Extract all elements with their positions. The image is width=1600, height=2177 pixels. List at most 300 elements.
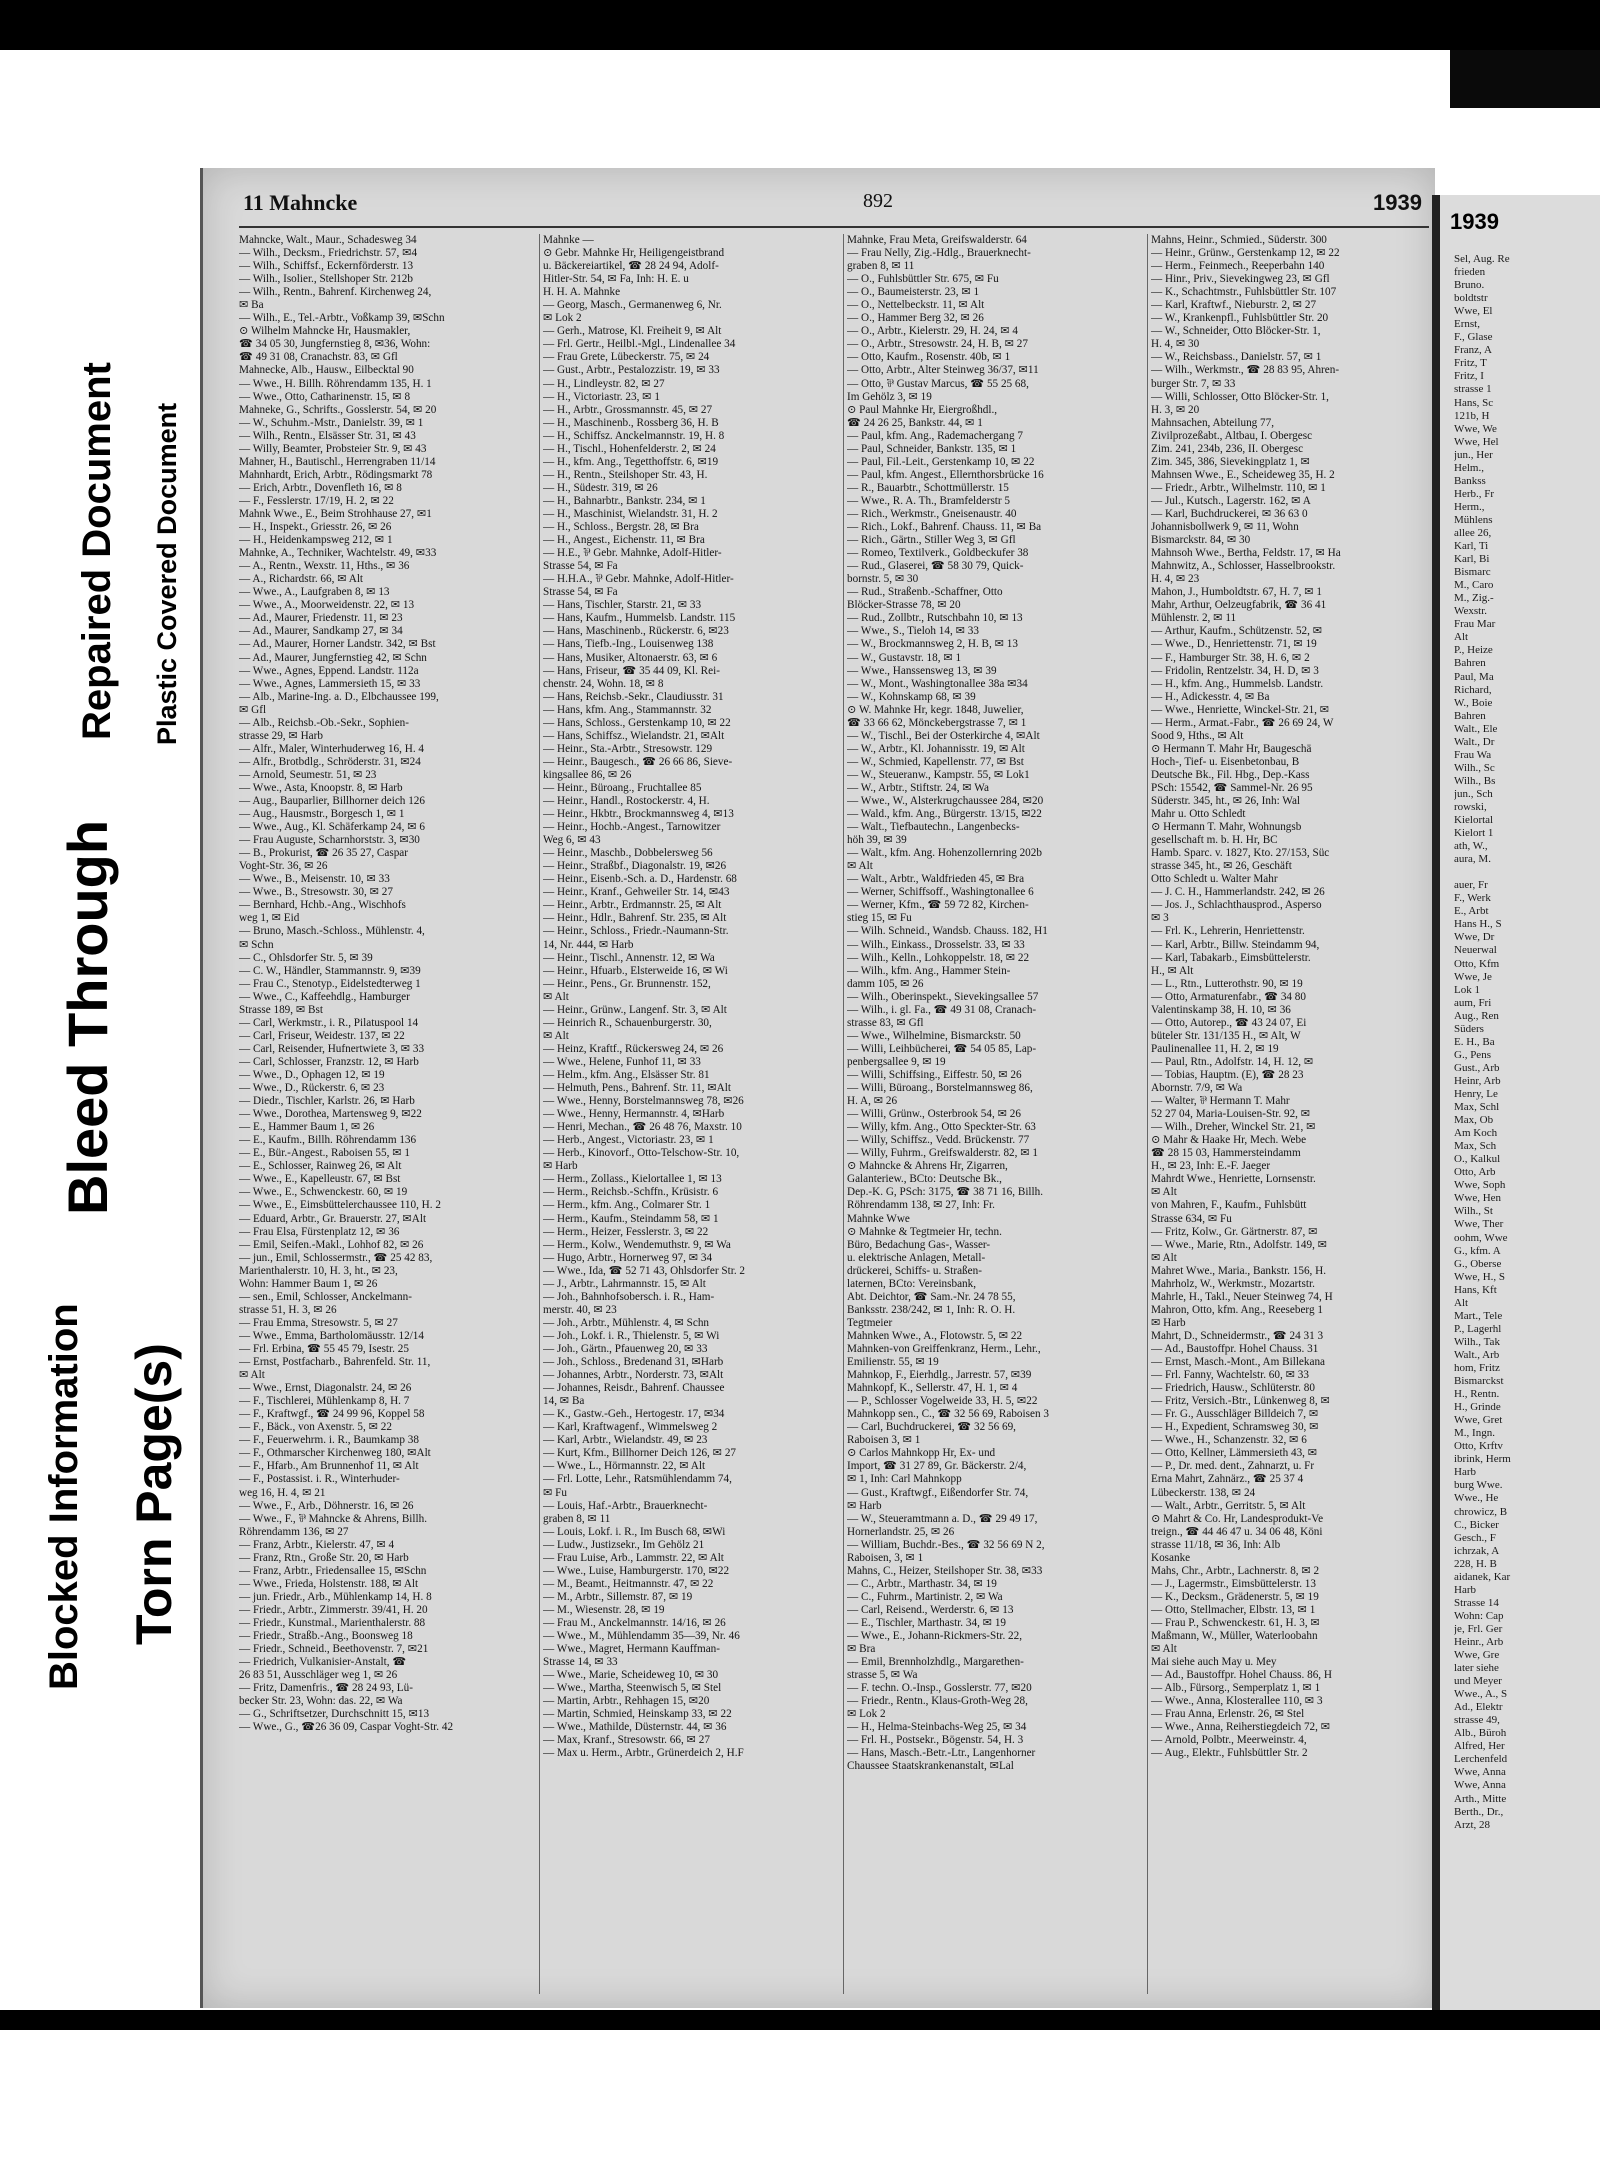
adjacent-entry: Heinr., Arb xyxy=(1454,1635,1504,1648)
directory-entry: — Carl, Friseur, Weidestr. 137, ✉ 22 xyxy=(239,1029,405,1042)
adjacent-entry: Frau Mar xyxy=(1454,618,1496,631)
directory-entry: — W., Arbtr., Stiftstr. 24, ✉ Wa xyxy=(847,781,989,794)
directory-entry: — Karl, Tabakarb., Eimsbüttelerstr. xyxy=(1151,951,1311,964)
directory-entry: — W., Krankenpfl., Fuhlsbüttler Str. 20 xyxy=(1151,312,1329,325)
directory-entry: ☎ 34 05 30, Jungfernstieg 8, ✉36, Wohn: xyxy=(239,338,431,351)
directory-entry: — Franz, Arbtr., Kielerstr. 47, ✉ 4 xyxy=(239,1538,395,1551)
adjacent-entry: Süders xyxy=(1454,1022,1484,1035)
directory-entry: u. Bäckereiartikel, ☎ 28 24 94, Adolf- xyxy=(543,260,719,273)
adjacent-entry: Helm., xyxy=(1454,461,1484,474)
page-number: 892 xyxy=(863,190,893,212)
adjacent-entry: O., Kalkul xyxy=(1454,1153,1501,1166)
adjacent-entry: 228, H. B xyxy=(1454,1557,1497,1570)
directory-entry: strasse 51, H. 3, ✉ 26 xyxy=(239,1303,337,1316)
directory-entry: Mai siehe auch May u. Mey xyxy=(1151,1656,1277,1669)
directory-entry: — Ernst, Postfacharb., Bahrenfeld. Str. 11, xyxy=(239,1356,431,1369)
directory-entry: Röhrendamm 136, ✉ 27 xyxy=(239,1525,349,1538)
directory-entry: Mahrdt Wwe., Henriette, Lornsenstr. xyxy=(1151,1173,1316,1186)
directory-entry: — William, Buchdr.-Bes., ☎ 32 56 69 N 2, xyxy=(847,1538,1045,1551)
directory-entry: — Willy, Schiffsz., Vedd. Brückenstr. 77 xyxy=(847,1134,1030,1147)
adjacent-page xyxy=(1432,195,1600,2010)
directory-entry: Mahnke Wwe xyxy=(847,1212,910,1225)
directory-entry: — W., Kohnskamp 68, ✉ 39 xyxy=(847,690,976,703)
directory-entry: — W., Tischl., Bei der Osterkirche 4, ✉Alt xyxy=(847,729,1040,742)
adjacent-entry: 121b, H xyxy=(1454,409,1490,422)
directory-entry: Weg 6, ✉ 43 xyxy=(543,834,601,847)
adjacent-entry: Wwe., He xyxy=(1454,1492,1499,1505)
directory-entry: Mahnsoh Wwe., Bertha, Feldstr. 17, ✉ Ha xyxy=(1151,547,1341,560)
directory-entry: — O., Arbtr., Stresowstr. 24, H. B, ✉ 27 xyxy=(847,338,1028,351)
directory-entry: — Heinr., Eisenb.-Sch. a. D., Hardenstr. 68 xyxy=(543,873,737,886)
directory-entry: — Otto, Kellner, Lämmersieth 43, ✉ xyxy=(1151,1447,1318,1460)
directory-entry: Strasse 634, ✉ Fu xyxy=(1151,1212,1232,1225)
directory-entry: — Hans, Musiker, Altonaerstr. 63, ✉ 6 xyxy=(543,651,718,664)
adjacent-entry: Gesch., F xyxy=(1454,1531,1496,1544)
directory-entry: ✉ Alt xyxy=(847,860,873,873)
directory-entry: — sen., Emil, Schlosser, Anckelmann- xyxy=(239,1290,412,1303)
directory-entry: Maßmann, W., Müller, Waterloobahn xyxy=(1151,1630,1318,1643)
directory-entry: — Ludw., Justizsekr., Im Gehölz 21 xyxy=(543,1538,705,1551)
adjacent-entry: aidanek, Kar xyxy=(1454,1570,1511,1583)
column-1 xyxy=(239,234,535,1994)
adjacent-entry: Alt xyxy=(1454,631,1469,644)
directory-entry: — Wwe., Magret, Hermann Kauffman- xyxy=(543,1643,720,1656)
directory-entry: ✉ Alt xyxy=(1151,1186,1177,1199)
directory-entry: — Willy, Beamter, Probsteier Str. 9, ✉ 43 xyxy=(239,442,427,455)
directory-entry: u. elektrische Anlagen, Metall- xyxy=(847,1251,986,1264)
directory-entry: — Frl. Lotte, Lehr., Ratsmühlendamm 74, xyxy=(543,1473,732,1486)
directory-entry: — Wilh., Schiffsf., Eckernförderstr. 13 xyxy=(239,260,414,273)
scanner-border-top xyxy=(0,0,1600,50)
adjacent-entry: H., Rentn. xyxy=(1454,1388,1500,1401)
adjacent-entry: Arth., Mitte xyxy=(1454,1792,1507,1805)
directory-entry: — Wilh., E., Tel.-Arbtr., Voßkamp 39, ✉Schn xyxy=(239,312,445,325)
directory-entry: Tegtmeier xyxy=(847,1316,893,1329)
directory-entry: — Walter, ⅌ Hermann T. Mahr xyxy=(1151,1095,1290,1108)
directory-entry: höh 39, ✉ 39 xyxy=(847,834,907,847)
directory-entry: — Herm., Kaufm., Steindamm 58, ✉ 1 xyxy=(543,1212,719,1225)
adjacent-entry: C., Bicker xyxy=(1454,1518,1499,1531)
directory-entry: — Otto, ⅌ Gustav Marcus, ☎ 55 25 68, xyxy=(847,377,1029,390)
directory-entry: damm 105, ✉ 26 xyxy=(847,977,924,990)
directory-entry: — Alfr., Brotbdlg., Schröderstr. 31, ✉24 xyxy=(239,755,421,768)
directory-entry: — Werner, Kfm., ☎ 59 72 82, Kirchen- xyxy=(847,899,1029,912)
directory-entry: — Wilh., Kelln., Lohkoppelstr. 18, ✉ 22 xyxy=(847,951,1030,964)
directory-entry: laternen, BCto: Vereinsbank, xyxy=(847,1277,977,1290)
directory-entry: Deutsche Bk., Fil. Hbg., Dep.-Kass xyxy=(1151,768,1310,781)
directory-entry: Mahs, Chr., Arbtr., Lachnerstr. 8, ✉ 2 xyxy=(1151,1564,1320,1577)
directory-entry: weg 1, ✉ Eid xyxy=(239,912,300,925)
adjacent-entry: Mühlens xyxy=(1454,513,1493,526)
directory-entry: Johannisbollwerk 9, ✉ 11, Wohn xyxy=(1151,521,1299,534)
directory-entry: — H., Heidenkampsweg 212, ✉ 1 xyxy=(239,534,393,547)
adjacent-entry: aum, Fri xyxy=(1454,996,1492,1009)
directory-entry: — Frau Anna, Erlenstr. 26, ✉ Stel xyxy=(1151,1708,1305,1721)
directory-entry: — Joh., Arbtr., Mühlenstr. 4, ✉ Schn xyxy=(543,1316,710,1329)
adjacent-entry: Wwe, Ther xyxy=(1454,1218,1504,1231)
directory-entry: — H., Bahnarbtr., Bankstr. 234, ✉ 1 xyxy=(543,494,706,507)
directory-entry: — Paul, Fil.-Leit., Gerstenkamp 10, ✉ 22 xyxy=(847,455,1035,468)
directory-entry: — Gust., Arbtr., Pestalozzistr. 19, ✉ 33 xyxy=(543,364,720,377)
directory-entry: — W., Schmied, Kapellenstr. 77, ✉ Bst xyxy=(847,755,1024,768)
directory-entry: — Friedr., Straßb.-Ang., Boonsweg 18 xyxy=(239,1630,413,1643)
directory-entry: — Emil, Seifen.-Makl., Lohhof 82, ✉ 26 xyxy=(239,1238,424,1251)
directory-entry: — Bruno, Masch.-Schloss., Mühlenstr. 4, xyxy=(239,925,425,938)
adjacent-entry: Bankss xyxy=(1454,474,1486,487)
directory-entry: — Georg, Masch., Germanenweg 6, Nr. xyxy=(543,299,722,312)
adjacent-entry: Max, Sch xyxy=(1454,1140,1497,1153)
adjacent-entry: Lerchenfeld xyxy=(1454,1753,1508,1766)
directory-entry: — Fritz, Kolw., Gr. Gärtnerstr. 87, ✉ xyxy=(1151,1225,1318,1238)
directory-entry: Mahns, C., Heizer, Steilshoper Str. 38, ✉33 xyxy=(847,1564,1043,1577)
directory-entry: Strasse 54, ✉ Fa xyxy=(543,560,618,573)
directory-entry: — K., Schachtmstr., Fuhlsbüttler Str. 107 xyxy=(1151,286,1337,299)
adjacent-entry: allee 26, xyxy=(1454,526,1492,539)
directory-entry: drückerei, Schiffs- u. Straßen- xyxy=(847,1264,982,1277)
directory-entry: ✉ Harb xyxy=(847,1499,882,1512)
adjacent-entry: Berth., Dr., xyxy=(1454,1805,1504,1818)
directory-entry: — Alfr., Maler, Winterhuderweg 16, H. 4 xyxy=(239,742,425,755)
directory-entry: — H., Victoriastr. 23, ✉ 1 xyxy=(543,390,660,403)
directory-entry: ✉ 3 xyxy=(1151,912,1169,925)
directory-entry: — Frl. Fanny, Wachtelstr. 60, ✉ 33 xyxy=(1151,1369,1309,1382)
adjacent-entry: Strasse 14 xyxy=(1454,1596,1499,1609)
directory-entry: — Rud., Zollbtr., Rutschbahn 10, ✉ 13 xyxy=(847,612,1023,625)
directory-entry: — Paul, Rtn., Adolfstr. 14, H. 12, ✉ xyxy=(1151,1055,1314,1068)
directory-entry: — Otto, Kaufm., Rosenstr. 40b, ✉ 1 xyxy=(847,351,1011,364)
adjacent-entry: Bahren xyxy=(1454,657,1486,670)
directory-entry: — Frau Grete, Lübeckerstr. 75, ✉ 24 xyxy=(543,351,710,364)
directory-entry: — W., Steueranw., Kampstr. 55, ✉ Lok1 xyxy=(847,768,1030,781)
directory-entry: ✉ Lok 2 xyxy=(543,312,582,325)
directory-entry: — Wald., kfm. Ang., Bürgerstr. 13/15, ✉22 xyxy=(847,808,1042,821)
directory-entry: gesellschaft m. b. H. Hr, BC xyxy=(1151,834,1278,847)
directory-entry: — E., Hammer Baum 1, ✉ 26 xyxy=(239,1121,375,1134)
adjacent-entry: M., Zig.- xyxy=(1454,592,1494,605)
plastic-covered-label: Plastic Covered Document xyxy=(152,402,182,745)
directory-entry: — J., Lagermstr., Eimsbüttelerstr. 13 xyxy=(1151,1577,1316,1590)
adjacent-entry: M., Caro xyxy=(1454,579,1494,592)
directory-entry: — Eduard, Arbtr., Gr. Brauerstr. 27, ✉Alt xyxy=(239,1212,427,1225)
directory-entry: — Wwe., A., Laufgraben 8, ✉ 13 xyxy=(239,586,390,599)
directory-entry: ⊙ Mahncke & Ahrens Hr, Zigarren, xyxy=(847,1160,1008,1173)
directory-entry: Mahnsachen, Abteilung 77, xyxy=(1151,416,1275,429)
directory-entry: — Willi, Grünw., Osterbrook 54, ✉ 26 xyxy=(847,1108,1021,1121)
directory-entry: — Wwe., Helene, Funhof 11, ✉ 33 xyxy=(543,1055,701,1068)
adjacent-entry: Max, Schl xyxy=(1454,1101,1500,1114)
directory-entry: 52 27 04, Maria-Louisen-Str. 92, ✉ xyxy=(1151,1108,1311,1121)
directory-entry: Abornstr. 7/9, ✉ Wa xyxy=(1151,1082,1243,1095)
directory-entry: — Paul, kfm. Angest., Ellernthorsbrücke 16 xyxy=(847,468,1044,481)
directory-entry: — F., Bäck., von Axenstr. 5, ✉ 22 xyxy=(239,1421,392,1434)
directory-entry: becker Str. 23, Wohn: das. 22, ✉ Wa xyxy=(239,1695,403,1708)
directory-entry: — H., Rentn., Steilshoper Str. 43, H. xyxy=(543,468,708,481)
directory-entry: — Frau Nelly, Zig.-Hdlg., Brauerknecht- xyxy=(847,247,1031,260)
directory-entry: — Helmuth, Pens., Bahrenf. Str. 11, ✉Alt xyxy=(543,1082,731,1095)
directory-entry: 14, Nr. 444, ✉ Harb xyxy=(543,938,634,951)
directory-entry: Süderstr. 345, ht., ✉ 26, Inh: Wal xyxy=(1151,795,1301,808)
adjacent-entry: Wwe, Hen xyxy=(1454,1192,1502,1205)
directory-entry: Mahnk Wwe., E., Beim Strohhause 27, ✉1 xyxy=(239,507,432,520)
directory-entry: Mahnken-von Greiffenkranz, Herm., Lehr., xyxy=(847,1342,1041,1355)
directory-entry: — Frau P., Schwenckestr. 61, H. 3, ✉ xyxy=(1151,1616,1320,1629)
directory-entry: — W., Brockmannsweg 2, H. B, ✉ 13 xyxy=(847,638,1018,651)
directory-entry: — H., Schloss., Bergstr. 28, ✉ Bra xyxy=(543,521,699,534)
directory-entry: — Willi, Leihbücherei, ☎ 54 05 85, Lap- xyxy=(847,1042,1037,1055)
directory-entry: Mühlenstr. 2, ✉ 11 xyxy=(1151,612,1237,625)
adjacent-entry: Wwe, Hel xyxy=(1454,435,1499,448)
directory-entry: ✉ Harb xyxy=(1151,1316,1186,1329)
adjacent-entry: Wwe, Anna xyxy=(1454,1766,1506,1779)
directory-entry: — Frau C., Stenotyp., Eidelstedterweg 1 xyxy=(239,977,421,990)
directory-entry: — Wwe., B., Meisenstr. 10, ✉ 33 xyxy=(239,873,390,886)
adjacent-entry: Herb., Fr xyxy=(1454,487,1495,500)
adjacent-entry: Otto, Kfm xyxy=(1454,957,1500,970)
adjacent-entry: hom, Fritz xyxy=(1454,1361,1500,1374)
directory-entry: — Wwe., M., Mühlendamm 35—39, Nr. 46 xyxy=(543,1630,740,1643)
directory-entry: — Friedrich, Vulkanisier-Anstalt, ☎ xyxy=(239,1656,407,1669)
directory-entry: — Emil, Brennholzhdlg., Margarethen- xyxy=(847,1656,1024,1669)
directory-entry: — Ad., Baustoffpr. Hohel Chauss. 31 xyxy=(1151,1342,1319,1355)
adjacent-entry: Fritz, T xyxy=(1454,357,1487,370)
directory-entry: — Franz, Rtn., Große Str. 20, ✉ Harb xyxy=(239,1551,409,1564)
directory-entry: — Rud., Glaserei, ☎ 58 30 79, Quick- xyxy=(847,560,1024,573)
adjacent-entry: Bismarc xyxy=(1454,566,1491,579)
directory-entry: strasse 345, ht., ✉ 26, Geschäft xyxy=(1151,860,1292,873)
directory-entry: Raboisen 3, ✉ 1 xyxy=(847,1434,921,1447)
directory-entry: Mahnke, Frau Meta, Greifswalderstr. 64 xyxy=(847,234,1027,246)
directory-entry: — Frau M., Anckelmannstr. 14/16, ✉ 26 xyxy=(543,1616,726,1629)
adjacent-entry: Frau Wa xyxy=(1454,748,1492,761)
directory-entry: Voght-Str. 36, ✉ 26 xyxy=(239,860,328,873)
directory-entry: Wohn: Hammer Baum 1, ✉ 26 xyxy=(239,1277,378,1290)
adjacent-entry: Mart., Tele xyxy=(1454,1309,1503,1322)
directory-entry: — Hans, Tiefb.-Ing., Louisenweg 138 xyxy=(543,638,714,651)
directory-entry: Mahneke, G., Schrifts., Gosslerstr. 54, ✉ 20 xyxy=(239,403,437,416)
directory-entry: PSch: 15542, ☎ Sammel-Nr. 26 95 xyxy=(1151,781,1313,794)
directory-entry: — Wwe., B., Stresowstr. 30, ✉ 27 xyxy=(239,886,393,899)
directory-entry: Galanteriew., BCto: Deutsche Bk., xyxy=(847,1173,1002,1186)
adjacent-entry: Hans, Kft xyxy=(1454,1283,1497,1296)
adjacent-entry: G., Oberse xyxy=(1454,1257,1502,1270)
directory-entry: — Wilh., Einkass., Drosselstr. 33, ✉ 33 xyxy=(847,938,1025,951)
directory-entry: — Hans, Maschinenb., Rückerstr. 6, ✉23 xyxy=(543,625,729,638)
directory-entry: ✉ Alt xyxy=(1151,1643,1177,1656)
directory-entry: — Joh., Gärtn., Pfauenweg 20, ✉ 33 xyxy=(543,1342,708,1355)
directory-entry: — Willi, Büroang., Borstelmannsweg 86, xyxy=(847,1082,1033,1095)
directory-entry: — H., Angest., Eichenstr. 11, ✉ Bra xyxy=(543,534,705,547)
column-2 xyxy=(543,234,839,1994)
directory-entry: strasse 83, ✉ Gfl xyxy=(847,1016,924,1029)
directory-entry: — Frau Auguste, Scharnhorststr. 3, ✉30 xyxy=(239,834,420,847)
directory-entry: — Aug., Hausmstr., Borgesch 1, ✉ 1 xyxy=(239,808,405,821)
directory-entry: — Wwe., Luise, Hamburgerstr. 170, ✉22 xyxy=(543,1564,730,1577)
directory-entry: — Otto, Stellmacher, Elbstr. 13, ✉ 1 xyxy=(1151,1603,1316,1616)
adjacent-entry: Franz, A xyxy=(1454,344,1492,357)
adjacent-entry: Ad., Elektr xyxy=(1454,1701,1503,1714)
directory-entry: — Heinr., Maschb., Dobbelersweg 56 xyxy=(543,847,713,860)
adjacent-entry: Harb xyxy=(1454,1466,1476,1479)
directory-entry: — W., Steueramtmann a. D., ☎ 29 49 17, xyxy=(847,1512,1038,1525)
directory-entry: Bismarckstr. 84, ✉ 30 xyxy=(1151,534,1251,547)
directory-entry: — Martin, Schmied, Heinskamp 33, ✉ 22 xyxy=(543,1708,732,1721)
directory-entry: — Walt., kfm. Ang. Hohenzollernring 202b xyxy=(847,847,1042,860)
directory-entry: — Wwe., Hanssensweg 13, ✉ 39 xyxy=(847,664,997,677)
directory-entry: — L., Rtn., Lutterothstr. 90, ✉ 19 xyxy=(1151,977,1303,990)
adjacent-entry: Alt xyxy=(1454,1296,1469,1309)
directory-entry: — W., Gustavstr. 18, ✉ 1 xyxy=(847,651,962,664)
directory-entry: — Wwe., D., Ophagen 12, ✉ 19 xyxy=(239,1069,385,1081)
adjacent-entry: Henry, Le xyxy=(1454,1088,1498,1100)
column-divider xyxy=(1147,234,1148,1994)
page-header-name: 11 Mahncke xyxy=(243,190,358,215)
directory-entry: — Paul, Schneider, Bankstr. 135, ✉ 1 xyxy=(847,442,1017,455)
directory-entry: Blöcker-Strasse 78, ✉ 20 xyxy=(847,599,961,612)
directory-entry: — Joh., Lokf. i. R., Thielenstr. 5, ✉ Wi xyxy=(543,1329,720,1342)
directory-entry: — Wwe., Mathilde, Düsternstr. 44, ✉ 36 xyxy=(543,1721,727,1734)
adjacent-entry: F., Glase xyxy=(1454,331,1493,344)
directory-entry: — Joh., Bahnhofsobersch. i. R., Ham- xyxy=(543,1290,715,1303)
bleed-through-label: Bleed Through xyxy=(56,819,119,1215)
directory-entry: — Alb., Reichsb.-Ob.-Sekr., Sophien- xyxy=(239,716,409,729)
directory-entry: — Paul, kfm. Ang., Rademachergang 7 xyxy=(847,429,1023,442)
directory-entry: — Wwe., Ida, ☎ 52 71 43, Ohlsdorfer Str. 2 xyxy=(543,1264,746,1277)
directory-entry: — Frl. K., Lehrerin, Henriettenstr. xyxy=(1151,925,1305,938)
directory-entry: — Arthur, Kaufm., Schützenstr. 52, ✉ xyxy=(1151,625,1323,638)
directory-entry: Mahncke, Walt., Maur., Schadesweg 34 xyxy=(239,234,417,246)
directory-entry: — M., Arbtr., Sillemstr. 87, ✉ 19 xyxy=(543,1590,693,1603)
directory-entry: Hornerlandstr. 25, ✉ 26 xyxy=(847,1525,955,1538)
directory-entry: — Heinr., Grünw., Gerstenkamp 12, ✉ 22 xyxy=(1151,247,1340,260)
directory-entry: — Wwe., Marie, Rtn., Adolfstr. 149, ✉ xyxy=(1151,1238,1328,1251)
directory-entry: Mahrt, D., Schneidermstr., ☎ 24 31 3 xyxy=(1151,1329,1324,1342)
directory-entry: — Karl, Buchdruckerei, ✉ 36 63 0 xyxy=(1151,507,1308,520)
adjacent-entry: Paul, Ma xyxy=(1454,670,1494,683)
adjacent-entry: ichrzak, A xyxy=(1454,1544,1500,1557)
directory-entry: Dep.-K. G, PSch: 3175, ☎ 38 71 16, Billh. xyxy=(847,1186,1044,1199)
directory-entry: — Wwe., H. Billh. Röhrendamm 135, H. 1 xyxy=(239,377,432,390)
directory-entry: ⊙ Mahr & Haake Hr, Mech. Webe xyxy=(1151,1134,1307,1147)
directory-entry: — Ad., Maurer, Sandkamp 27, ✉ 34 xyxy=(239,625,403,638)
directory-entry: Mahnsen Wwe., E., Scheideweg 35, H. 2 xyxy=(1151,468,1335,481)
adjacent-page-column xyxy=(1454,253,1600,2000)
directory-entry: Mahr u. Otto Schledt xyxy=(1151,808,1246,821)
directory-entry: — W., Schuhm.-Mstr., Danielstr. 39, ✉ 1 xyxy=(239,416,424,429)
directory-entry: Chaussee Staatskrankenanstalt, ✉Lal xyxy=(847,1760,1014,1773)
directory-entry: — Herb., Angest., Victoriastr. 23, ✉ 1 xyxy=(543,1134,714,1147)
directory-entry: ⊙ W. Mahnke Hr, kegr. 1848, Juwelier, xyxy=(847,703,1024,716)
directory-entry: — Erich, Arbtr., Dovenfleth 16, ✉ 8 xyxy=(239,481,402,494)
directory-entry: — H., Adickesstr. 4, ✉ Ba xyxy=(1151,690,1270,703)
directory-entry: — Walt., Arbtr., Gerritstr. 5, ✉ Alt xyxy=(1151,1499,1306,1512)
directory-entry: — Wwe., Aug., Kl. Schäferkamp 24, ✉ 6 xyxy=(239,821,425,834)
directory-entry: burger Str. 7, ✉ 33 xyxy=(1151,377,1236,390)
directory-entry: ☎ 28 15 03, Hammersteindamm xyxy=(1151,1147,1301,1160)
directory-entry: merstr. 40, ✉ 23 xyxy=(543,1303,617,1316)
adjacent-entry: Wwe, We xyxy=(1454,422,1497,435)
directory-entry: — Fritz, Damenfris., ☎ 28 24 93, Lü- xyxy=(239,1682,413,1695)
directory-entry: — Frl. H., Postsekr., Bögenstr. 54, H. 3 xyxy=(847,1734,1024,1747)
adjacent-entry: Herm., xyxy=(1454,500,1485,513)
torn-pages-label: Torn Page(s) xyxy=(126,1343,182,1645)
directory-entry: ☎ 49 31 08, Cranachstr. 83, ✉ Gfl xyxy=(239,351,398,364)
directory-entry: — Wilh., Rentn., Bahrenf. Kirchenweg 24, xyxy=(239,286,432,299)
directory-entry: — Max u. Herm., Arbtr., Grünerdeich 2, H.F xyxy=(543,1747,744,1760)
directory-entry: — Ad., Maurer, Jungfernstieg 42, ✉ Schn xyxy=(239,651,427,664)
directory-entry: Kosanke xyxy=(1151,1551,1191,1564)
directory-entry: Zim. 345, 386, Sievekingplatz 1, ✉ xyxy=(1151,455,1310,468)
directory-entry: — Aug., Bauparlier, Billhorner deich 126 xyxy=(239,795,425,808)
directory-entry: — Wwe., Emma, Bartholomäusstr. 12/14 xyxy=(239,1329,424,1342)
directory-entry: — K., Decksm., Grädenerstr. 5, ✉ 19 xyxy=(1151,1590,1319,1603)
directory-entry: ✉ Alt xyxy=(543,990,569,1003)
directory-entry: — M., Beamt., Heitmannstr. 47, ✉ 22 xyxy=(543,1577,714,1590)
directory-entry: — Herm., Reichsb.-Schffn., Krüsistr. 6 xyxy=(543,1186,719,1199)
adjacent-entry: Alfred, Her xyxy=(1454,1740,1505,1753)
directory-entry: Büro, Bedachung Gas-, Wasser- xyxy=(847,1238,991,1251)
directory-entry: strasse 29, ✉ Harb xyxy=(239,729,323,742)
adjacent-entry: Wwe, Je xyxy=(1454,970,1492,983)
directory-entry: — Carl, Werkmstr., i. R., Pilatuspool 14 xyxy=(239,1016,419,1029)
adjacent-entry: boldtstr xyxy=(1454,292,1488,305)
directory-entry: — Franz, Arbtr., Friedensallee 15, ✉Schn xyxy=(239,1564,427,1577)
directory-entry: Emilienstr. 55, ✉ 19 xyxy=(847,1356,939,1369)
directory-entry: — Herm., kfm. Ang., Colmarer Str. 1 xyxy=(543,1199,711,1212)
directory-entry: — H., Lindleystr. 82, ✉ 27 xyxy=(543,377,665,390)
directory-entry: Marienthalerstr. 10, H. 3, ht., ✉ 23, xyxy=(239,1264,398,1277)
directory-entry: ✉ Lok 2 xyxy=(847,1708,886,1721)
directory-entry: ⊙ Gebr. Mahnke Hr, Heiligengeistbrand xyxy=(543,247,725,260)
directory-entry: — H., Südestr. 319, ✉ 26 xyxy=(543,481,658,494)
adjacent-entry: Karl, Ti xyxy=(1454,540,1489,553)
directory-entry: — Wwe., W., Alsterkrugchaussee 284, ✉20 xyxy=(847,795,1044,808)
directory-entry: penbergsallee 9, ✉ 19 xyxy=(847,1055,946,1068)
directory-entry: — Frl. Gertr., Heilbl.-Mgl., Lindenallee 34 xyxy=(543,338,736,351)
adjacent-entry: Lok 1 xyxy=(1454,983,1480,996)
directory-entry: — R., Bauarbtr., Schottmüllerstr. 15 xyxy=(847,481,1009,494)
directory-entry: — Wwe., Henny, Hermannstr. 4, ✉Harb xyxy=(543,1108,725,1121)
directory-entry: — Wwe., E., Schwenckestr. 60, ✉ 19 xyxy=(239,1186,408,1199)
directory-entry: — Heinr., Hfuarb., Elsterweide 16, ✉ Wi xyxy=(543,964,728,977)
directory-entry: — Heinr., Sta.-Arbtr., Stresowstr. 129 xyxy=(543,742,713,755)
directory-entry: Lübeckerstr. 138, ✉ 24 xyxy=(1151,1486,1256,1499)
directory-entry: — Walt., Arbtr., Waldfrieden 45, ✉ Bra xyxy=(847,873,1025,886)
directory-entry: — Wwe., A., Moorweidenstr. 22, ✉ 13 xyxy=(239,599,415,612)
directory-entry: — O., Baumeisterstr. 23, ✉ 1 xyxy=(847,286,980,299)
directory-entry: — Wwe., Otto, Catharinenstr. 15, ✉ 8 xyxy=(239,390,411,403)
adjacent-entry: M., Ingn. xyxy=(1454,1427,1495,1440)
directory-entry: — O., Hammer Berg 32, ✉ 26 xyxy=(847,312,984,325)
directory-entry: — F., Fesslerstr. 17/19, H. 2, ✉ 22 xyxy=(239,494,394,507)
directory-entry: — Frau Elsa, Fürstenplatz 12, ✉ 36 xyxy=(239,1225,400,1238)
directory-entry: — Ernst, Masch.-Mont., Am Billekana xyxy=(1151,1356,1326,1369)
directory-entry: ⊙ Hermann T. Mahr Hr, Baugeschä xyxy=(1151,742,1312,755)
directory-entry: — Walt., Tiefbautechn., Langenbecks- xyxy=(847,821,1020,834)
directory-entry: — Aug., Elektr., Fuhlsbüttler Str. 2 xyxy=(1151,1747,1308,1760)
directory-page xyxy=(200,168,1435,2008)
directory-entry: H. 4, ✉ 23 xyxy=(1151,573,1200,586)
directory-entry: — Diedr., Tischler, Karlstr. 26, ✉ Harb xyxy=(239,1095,415,1108)
adjacent-entry: Wwe, Anna xyxy=(1454,1779,1506,1792)
directory-entry: — Fritz, Versich.-Btr., Lünkenweg 8, ✉ xyxy=(1151,1395,1330,1408)
directory-entry: Strasse 54, ✉ Fa xyxy=(543,586,618,599)
directory-entry: — Wwe., Ernst, Diagonalstr. 24, ✉ 26 xyxy=(239,1382,412,1395)
adjacent-entry: ath, W., xyxy=(1454,840,1488,853)
directory-entry: — Willi, Schlosser, Otto Blöcker-Str. 1, xyxy=(1151,390,1329,403)
adjacent-entry: auer, Fr xyxy=(1454,879,1488,892)
scanner-shadow xyxy=(1450,50,1600,108)
directory-entry: — J. C. H., Hammerlandstr. 242, ✉ 26 xyxy=(1151,886,1325,899)
